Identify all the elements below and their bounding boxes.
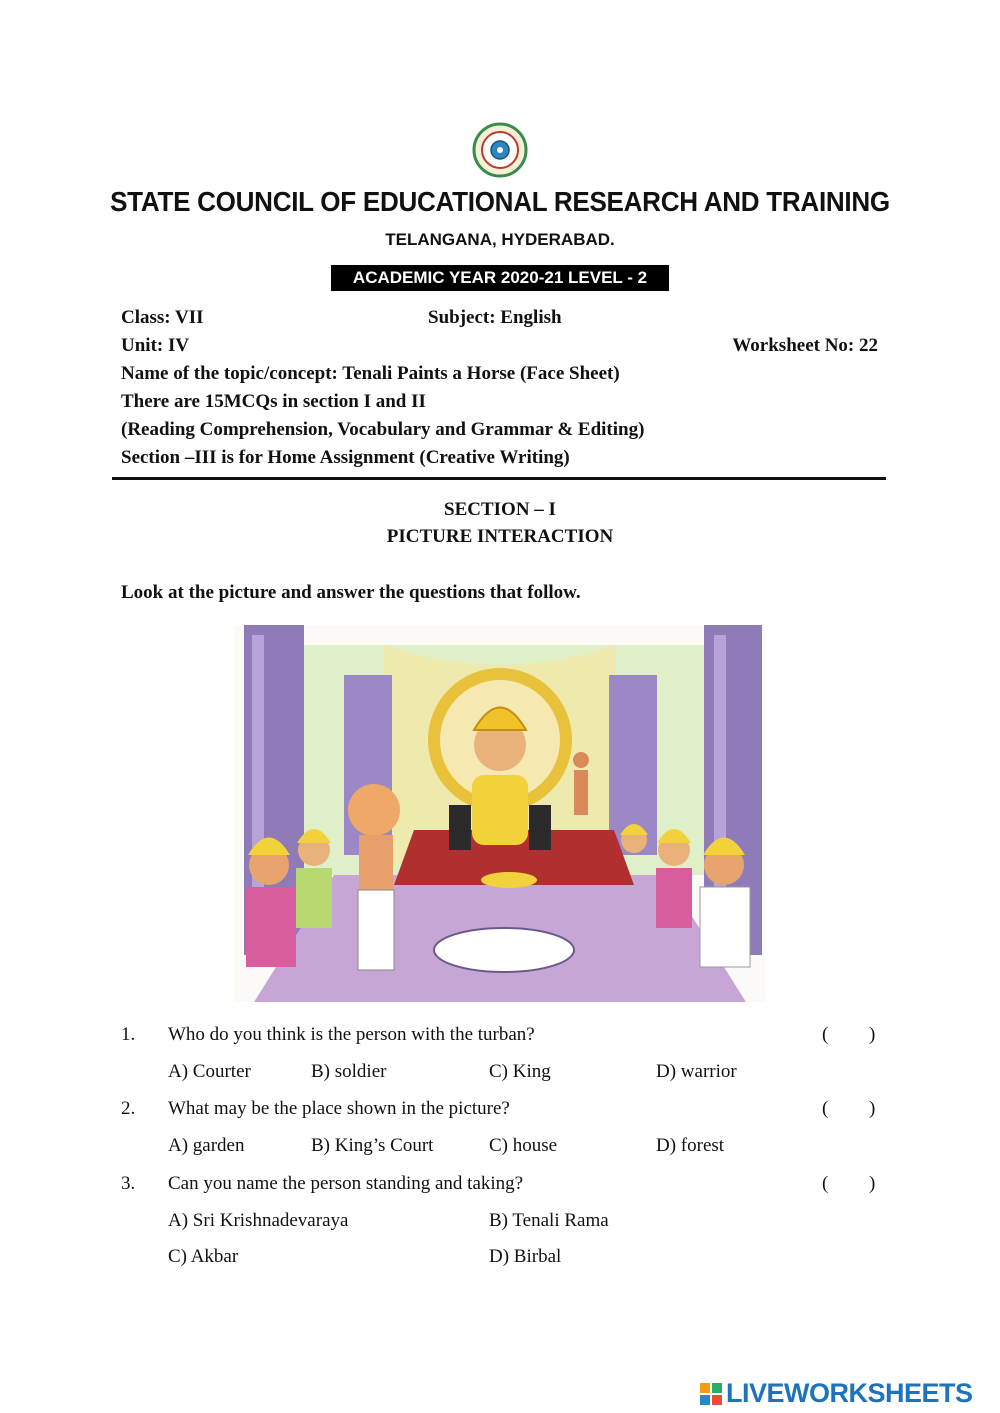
royal-court-illustration [234,625,766,1002]
option-a[interactable]: A) Courter [168,1061,251,1082]
organization-title: STATE COUNCIL OF EDUCATIONAL RESEARCH AND TRAINING [110,186,890,217]
option-c[interactable]: C) Akbar [168,1246,239,1267]
header-divider [112,477,886,480]
answer-bracket-open[interactable]: ( [822,1024,829,1045]
class-label: Class: VII [121,307,204,328]
question-number: 3. [121,1173,136,1194]
mcq-info-line: There are 15MCQs in section I and II [121,391,426,412]
option-b[interactable]: B) soldier [311,1061,387,1082]
instruction-text: Look at the picture and answer the questions that follow. [121,582,581,603]
topic-line: Name of the topic/concept: Tenali Paints a Horse (Face Sheet) [121,363,620,384]
option-a[interactable]: A) Sri Krishnadevaraya [168,1210,349,1231]
liveworksheets-wordmark: LIVEWORKSHEETS [726,1378,973,1408]
option-b[interactable]: B) Tenali Rama [489,1210,609,1231]
question-text: Can you name the person standing and taking? [168,1173,524,1194]
question-text: What may be the place shown in the picture? [168,1098,510,1119]
option-b[interactable]: B) King’s Court [311,1135,434,1156]
answer-bracket-open[interactable]: ( [822,1098,829,1119]
option-d[interactable]: D) forest [656,1135,725,1156]
liveworksheets-icon [700,1383,722,1405]
scert-emblem-icon [472,122,528,178]
home-assignment-line: Section –III is for Home Assignment (Creative Writing) [121,447,570,468]
answer-bracket-close[interactable]: ) [869,1173,876,1194]
sections-info-line: (Reading Comprehension, Vocabulary and Grammar & Editing) [121,419,645,440]
option-c[interactable]: C) King [489,1061,551,1082]
unit-label: Unit: IV [121,335,190,356]
answer-bracket-close[interactable]: ) [869,1024,876,1045]
option-a[interactable]: A) garden [168,1135,245,1156]
section-title: SECTION – I [444,499,556,520]
academic-year-banner: ACADEMIC YEAR 2020-21 LEVEL - 2 [331,265,669,291]
subject-label: Subject: English [428,307,562,328]
question-text: Who do you think is the person with the turban? [168,1024,535,1045]
question-number: 2. [121,1098,136,1119]
section-subtitle: PICTURE INTERACTION [386,526,614,547]
option-c[interactable]: C) house [489,1135,558,1156]
question-number: 1. [121,1024,136,1045]
liveworksheets-logo[interactable] [700,1378,990,1410]
answer-bracket-close[interactable]: ) [869,1098,876,1119]
answer-bracket-open[interactable]: ( [822,1173,829,1194]
organization-subtitle: TELANGANA, HYDERABAD. [385,230,615,249]
worksheet-number: Worksheet No: 22 [732,335,878,356]
option-d[interactable]: D) warrior [656,1061,737,1082]
option-d[interactable]: D) Birbal [489,1246,562,1267]
